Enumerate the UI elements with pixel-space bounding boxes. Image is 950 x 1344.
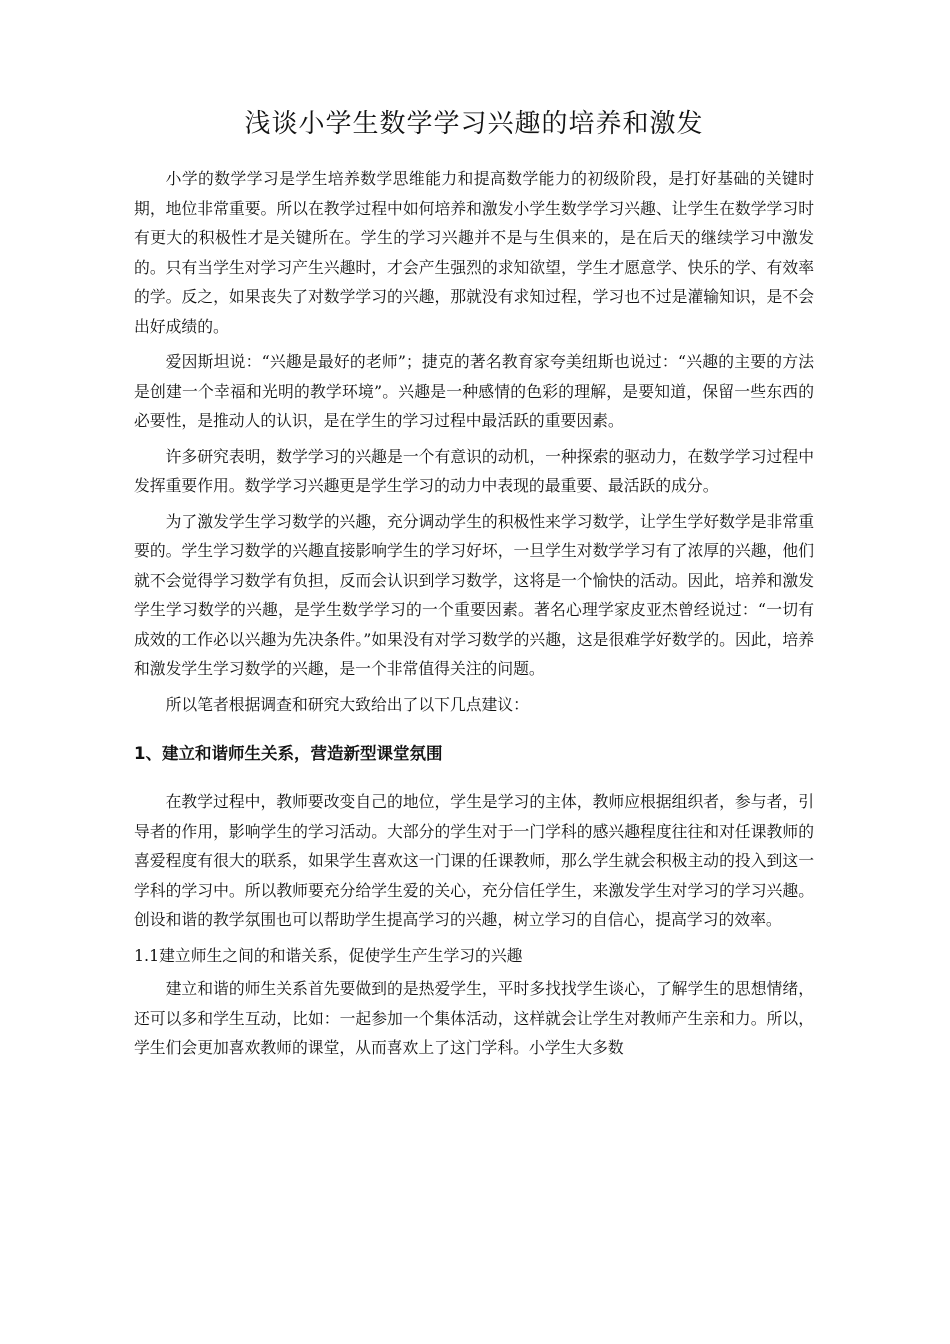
- section-1-heading: 1、建立和谐师生关系，营造新型课堂氛围: [134, 744, 443, 763]
- section-1-1-heading: 1.1建立师生之间的和谐关系，促使学生产生学习的兴趣: [134, 945, 523, 965]
- section-1-1-paragraph: 建立和谐的师生关系首先要做到的是热爱学生，平时多找找学生谈心，了解学生的思想情绪，还可以多和学生互动，比如：一起参加一个集体活动，这样就会让学生对教师产生亲和力。所以，学生们会更加喜欢教师的课堂，从而喜欢上了这门学科。小学生大多数: [134, 979, 814, 1057]
- intro-paragraph-3: 许多研究表明，数学学习的兴趣是一个有意识的动机，一种探索的驱动力，在数学学习过程中发挥重要作用。数学学习兴趣更是学生学习的动力中表现的最重要、最活跃的成分。: [134, 446, 814, 495]
- intro-paragraph-4: 为了激发学生学习数学的兴趣，充分调动学生的积极性来学习数学，让学生学好数学是非常重要的。学生学习数学的兴趣直接影响学生的学习好坏，一旦学生对数学学习有了浓厚的兴趣，他们就不会觉得学习数学有负担，反而会认识到学习数学，这将是一个愉快的活动。因此，培养和激发学生学习数学的兴趣，是学生数学学习的一个重要因素。著名心理学家皮亚杰曾经说过：“一切有成效的工作必以兴趣为先决条件。”如果没有对学习数学的兴趣，这是很难学好数学的。因此，培养和激发学生学习数学的兴趣，是一个非常值得关注的问题。: [134, 511, 814, 678]
- section-1-paragraph: 在教学过程中，教师要改变自己的地位，学生是学习的主体，教师应根据组织者，参与者，引导者的作用，影响学生的学习活动。大部分的学生对于一门学科的感兴趣程度往往和对任课教师的喜爱程度有很大的联系，如果学生喜欢这一门课的任课教师，那么学生就会积极主动的投入到这一学科的学习中。所以教师要充分给学生爱的关心，充分信任学生，来激发学生对学习的学习兴趣。创设和谐的教学氛围也可以帮助学生提高学习的兴趣，树立学习的自信心，提高学习的效率。: [134, 792, 814, 929]
- intro-paragraph-5: 所以笔者根据调查和研究大致给出了以下几点建议：: [165, 694, 529, 714]
- intro-paragraph-2: 爱因斯坦说：“兴趣是最好的老师”；捷克的著名教育家夸美纽斯也说过：“兴趣的主要的方法是创建一个幸福和光明的教学环境”。兴趣是一种感情的色彩的理解，是要知道，保留一些东西的必要性，是推动人的认识，是在学生的学习过程中最活跃的重要因素。: [134, 352, 814, 430]
- intro-paragraph-1: 小学的数学学习是学生培养数学思维能力和提高数学能力的初级阶段，是打好基础的关键时期，地位非常重要。所以在教学过程中如何培养和激发小学生数学学习兴趣、让学生在数学学习时有更大的积极性才是关键所在。学生的学习兴趣并不是与生俱来的，是在后天的继续学习中激发的。只有当学生对学习产生兴趣时，才会产生强烈的求知欲望，学生才愿意学、快乐的学、有效率的学。反之，如果丧失了对数学学习的兴趣，那就没有求知过程，学习也不过是灌输知识，是不会出好成绩的。: [134, 169, 814, 336]
- document-title: 浅谈小学生数学学习兴趣的培养和激发: [244, 109, 704, 139]
- document-body: [134, 102, 814, 1069]
